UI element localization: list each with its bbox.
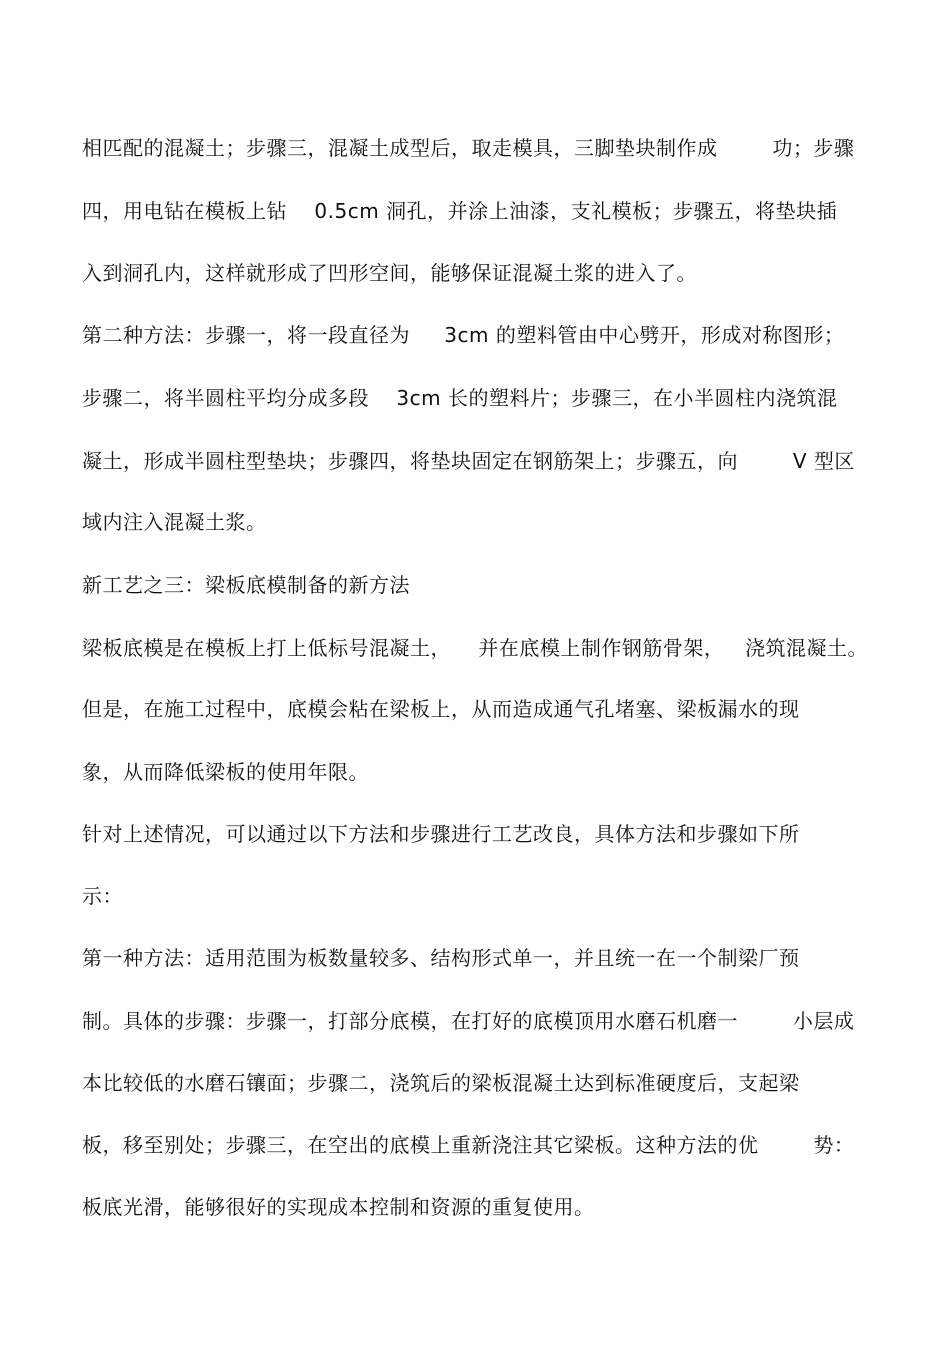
text-line: 针对上述情况，可以通过以下方法和步骤进行工艺改良，具体方法和步骤如下所	[82, 822, 800, 846]
text-line: 制。具体的步骤：步骤一，打部分底模，在打好的底模顶用水磨石机磨一 小层成	[82, 1009, 855, 1033]
text-line: 四，用电钻在模板上钻 0.5cm 洞孔，并涂上油漆，支礼模板；步骤五，将垫块插	[82, 199, 838, 223]
section-heading: 新工艺之三：梁板底模制备的新方法	[82, 573, 410, 597]
text-line: 凝土，形成半圆柱型垫块；步骤四，将垫块固定在钢筋架上；步骤五，向 V 型区	[82, 449, 855, 473]
text-line: 入到洞孔内，这样就形成了凹形空间，能够保证混凝土浆的进入了。	[82, 261, 697, 285]
text-line: 象，从而降低梁板的使用年限。	[82, 760, 369, 784]
text-line: 示：	[82, 884, 123, 908]
text-line: 板，移至别处；步骤三，在空出的底模上重新浇注其它梁板。这种方法的优 势：	[82, 1133, 855, 1157]
text-line: 梁板底模是在模板上打上低标号混凝土， 并在底模上制作钢筋骨架， 浇筑混凝土。	[82, 636, 869, 660]
text-line: 域内注入混凝土浆。	[82, 510, 267, 534]
text-line: 但是，在施工过程中，底模会粘在梁板上，从而造成通气孔堵塞、梁板漏水的现	[82, 697, 800, 721]
text-line: 步骤二，将半圆柱平均分成多段 3cm 长的塑料片；步骤三，在小半圆柱内浇筑混	[82, 386, 838, 410]
text-line: 相匹配的混凝土；步骤三，混凝土成型后，取走模具，三脚垫块制作成 功；步骤	[82, 136, 855, 160]
text-line: 第二种方法：步骤一，将一段直径为 3cm 的塑料管由中心劈开，形成对称图形；	[82, 323, 845, 347]
text-line: 第一种方法：适用范围为板数量较多、结构形式单一，并且统一在一个制梁厂预	[82, 946, 800, 970]
text-line: 板底光滑，能够很好的实现成本控制和资源的重复使用。	[82, 1195, 595, 1219]
text-line: 本比较低的水磨石镶面；步骤二，浇筑后的梁板混凝土达到标准硬度后，支起梁	[82, 1071, 800, 1095]
